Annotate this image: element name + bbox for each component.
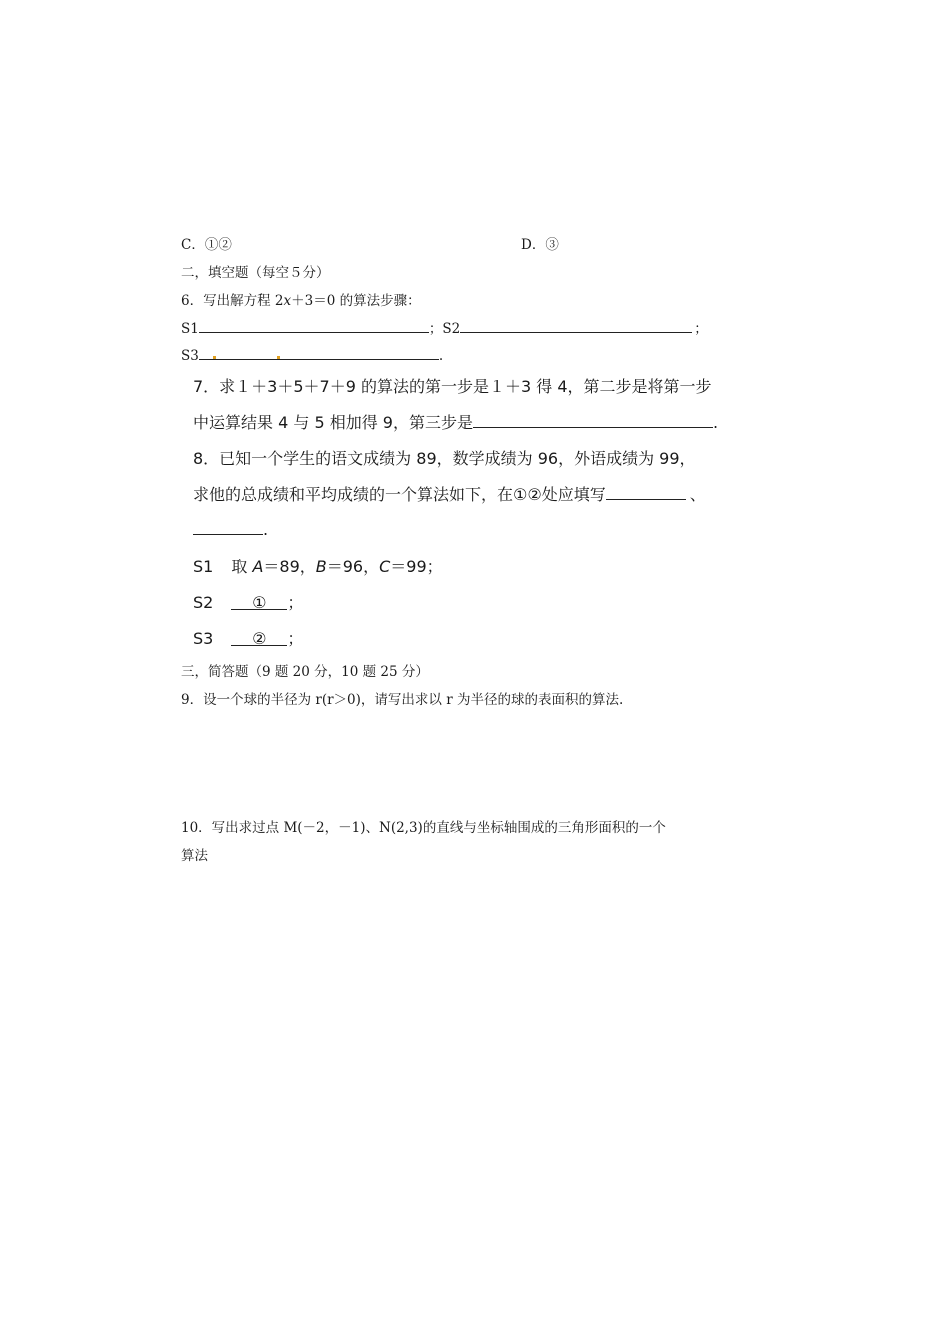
- q8-blank-1[interactable]: [606, 483, 686, 500]
- q8-s2-blank[interactable]: [231, 593, 287, 610]
- q6-s3-label: S3: [181, 348, 199, 364]
- decor-dot: [213, 356, 216, 359]
- section3-title: 三，简答题（9 题 20 分，10 题 25 分）: [181, 664, 429, 680]
- q6-s2-label: S2: [442, 321, 461, 337]
- q8-s1-label: S1: [193, 557, 214, 576]
- q8-a-val: ＝89，: [263, 557, 316, 576]
- q8-s2-end: ；: [287, 593, 304, 612]
- question-6: [181, 289, 421, 309]
- q7-line1: 7．求１＋3＋5＋7＋9 的算法的第一步是１＋3 得 4，第二步是将第一步: [193, 377, 712, 396]
- q8-s3-label: S3: [193, 629, 214, 648]
- q8-b-val: ＝96，: [326, 557, 380, 576]
- option-d: D．③: [521, 237, 559, 253]
- q8-step-s3: [193, 626, 303, 649]
- q6-steps-row2: [181, 345, 443, 364]
- question-9: 9．设一个球的半径为 r(r＞0)，请写出求以 r 为半径的球的表面积的算法.: [181, 692, 624, 708]
- question-10-line2: 算法: [181, 848, 208, 864]
- q6-s3-blank[interactable]: [199, 345, 439, 360]
- q6-s1-blank[interactable]: [199, 318, 429, 333]
- q7-line2: [193, 410, 718, 433]
- q8-line2-end: 、: [689, 485, 706, 504]
- q6-suffix: ＋3＝0 的算法步骤：: [291, 293, 421, 309]
- q6-steps-row1: [181, 317, 708, 337]
- q8-s3-blank[interactable]: [231, 629, 287, 646]
- q6-s1-end: ；: [428, 321, 443, 337]
- question-10-line1: 10．写出求过点 M(－2，－1)、N(2,3)的直线与坐标轴围成的三角形面积的一个: [181, 820, 666, 836]
- decor-dot: [277, 356, 280, 359]
- section2-title: 二，填空题（每空５分）: [181, 265, 330, 281]
- q8-line2: [193, 482, 706, 505]
- q6-s3-end: .: [438, 348, 444, 364]
- q8-line2-prefix: 求他的总成绩和平均成绩的一个算法如下，在①②处应填写: [193, 485, 606, 504]
- q8-step-s1: [193, 554, 443, 577]
- option-c: C．①②: [181, 237, 232, 253]
- q8-s2-mark: ①: [252, 593, 267, 612]
- q6-s2-end: ；: [694, 321, 708, 337]
- q8-s3-end: ；: [287, 629, 304, 648]
- q8-var-c: C: [379, 557, 391, 576]
- q6-s2-blank[interactable]: [460, 318, 692, 333]
- q6-prefix: 6．写出解方程 2: [181, 293, 284, 309]
- q6-s1-label: S1: [181, 321, 199, 337]
- q8-var-b: B: [315, 557, 327, 576]
- q7-line2-prefix: 中运算结果 4 与 5 相加得 9，第三步是: [193, 413, 473, 432]
- q8-s3-mark: ②: [252, 629, 267, 648]
- q8-s2-label: S2: [193, 593, 214, 612]
- q8-s1-text: 取: [231, 557, 253, 576]
- q8-line3-end: .: [263, 520, 269, 539]
- q8-line1: 8．已知一个学生的语文成绩为 89，数学成绩为 96，外语成绩为 99，: [193, 449, 696, 468]
- q8-c-val: ＝99；: [390, 557, 443, 576]
- q8-line3: [193, 518, 268, 539]
- q7-line2-end: .: [712, 413, 719, 432]
- q7-blank[interactable]: [473, 411, 713, 428]
- q8-var-a: A: [252, 557, 264, 576]
- q8-blank-2[interactable]: [193, 518, 263, 535]
- q8-step-s2: [193, 590, 303, 613]
- q6-var-x: x: [283, 293, 292, 309]
